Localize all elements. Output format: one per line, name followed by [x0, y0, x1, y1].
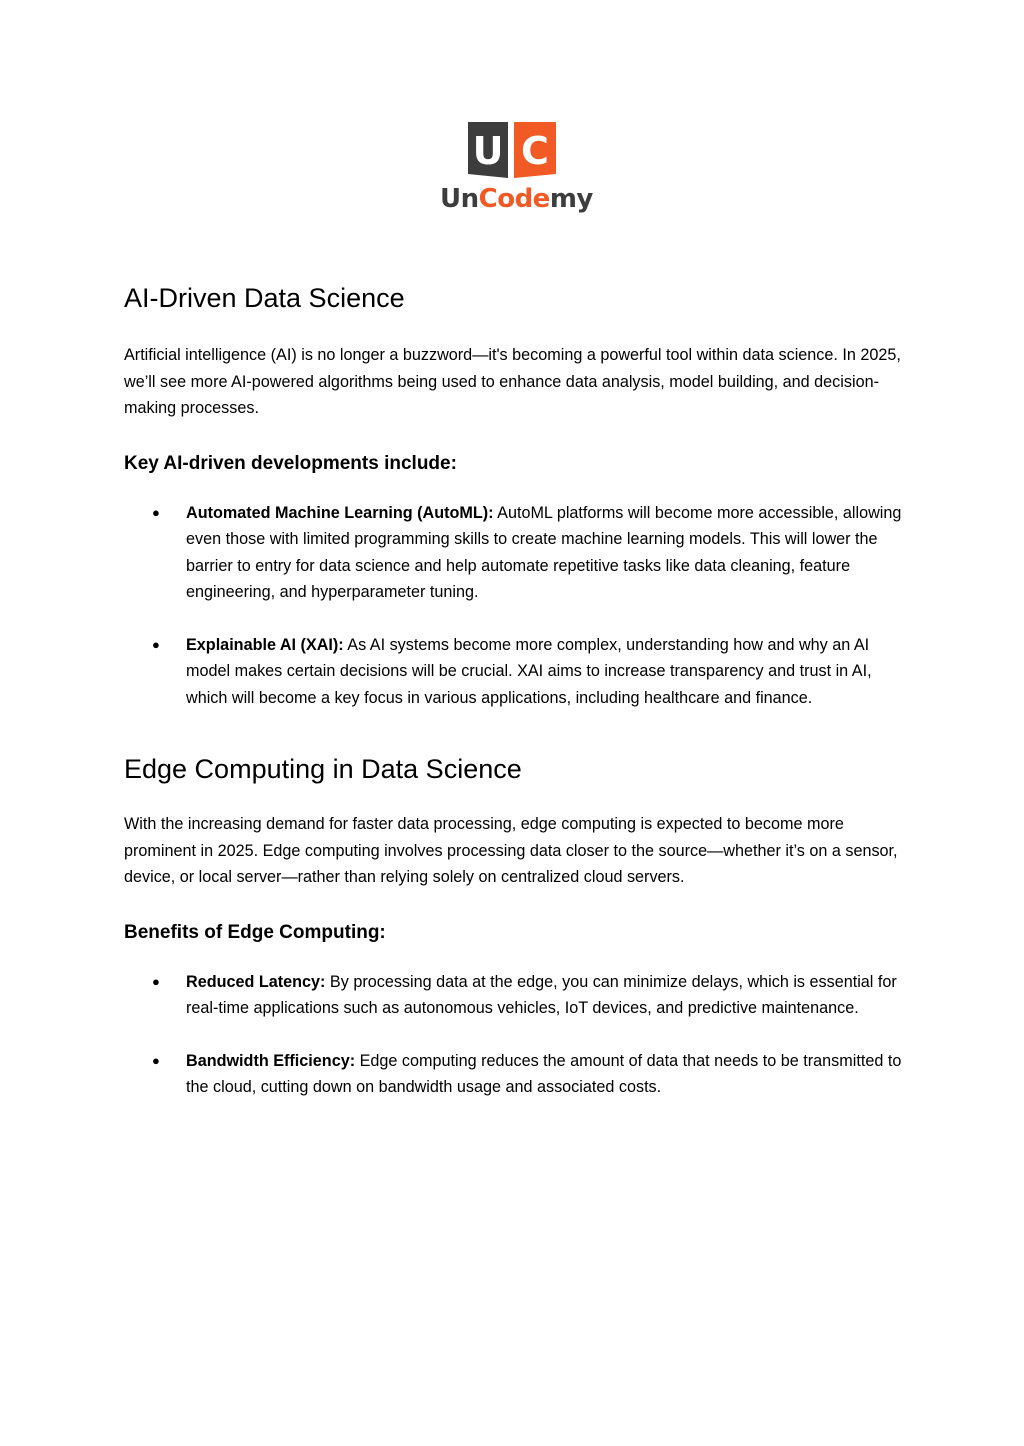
bullet-icon: ● [152, 504, 160, 520]
bullet-icon: ● [152, 636, 160, 652]
edge-benefits-list [124, 969, 904, 1101]
section-ai-subheading: Key AI-driven developments include: [124, 452, 457, 474]
bullet-text: As AI systems become more complex, understanding how and why an AI model makes certain decisions will be crucial. XAI aims to increase transparency and trust in AI, which will become a key focus in various applications, including healthcare and finance. [186, 635, 872, 707]
logo-word-part3: my [549, 184, 593, 214]
bullet-term: Reduced Latency: [186, 972, 326, 991]
list-item [124, 500, 904, 606]
list-item [124, 632, 904, 712]
bullet-text: By processing data at the edge, you can minimize delays, which is essential for real-time applications such as autonomous vehicles, IoT devices, and predictive maintenance. [186, 972, 897, 1017]
list-item [124, 969, 904, 1022]
logo-wordmark [440, 184, 593, 214]
bullet-term: Automated Machine Learning (AutoML): [186, 503, 494, 522]
bullet-text: AutoML platforms will become more accessible, allowing even those with limited programming skills to create machine learning models. This will lower the barrier to entry for data science and help automate repetitive tasks like data cleaning, feature engineering, and hyperparameter tuning. [186, 503, 902, 601]
logo-mark-left-letter: U [472, 129, 504, 173]
ai-developments-list [124, 500, 904, 712]
section-edge-intro: With the increasing demand for faster data processing, edge computing is expected to become more prominent in 2025. Edge computing involves processing data closer to the source—whether it’s on a sensor, device, or local server—rather than relying solely on centralized cloud servers. [124, 815, 898, 886]
section-ai-intro: Artificial intelligence (AI) is no longer a buzzword—it's becoming a powerful tool within data science. In 2025, we’ll see more AI-powered algorithms being used to enhance data analysis, model building, and decision-making processes. [124, 346, 901, 417]
uc-logo-mark-icon [468, 122, 556, 178]
bullet-term: Explainable AI (XAI): [186, 635, 344, 654]
bullet-term: Bandwidth Efficiency: [186, 1051, 356, 1070]
uncodemy-logo [436, 118, 593, 218]
logo-word-part1: Un [440, 184, 479, 214]
bullet-icon: ● [152, 973, 160, 989]
list-item [124, 1048, 904, 1101]
section-edge-subheading: Benefits of Edge Computing: [124, 921, 386, 943]
document-body [124, 278, 904, 1101]
logo-mark-right-letter: C [521, 129, 549, 173]
logo-word-part2: Code [478, 184, 550, 214]
section-edge-title: Edge Computing in Data Science [124, 754, 522, 784]
section-ai-title: AI-Driven Data Science [124, 283, 405, 313]
bullet-icon: ● [152, 1052, 160, 1068]
bullet-text: Edge computing reduces the amount of data that needs to be transmitted to the cloud, cutting down on bandwidth usage and associated costs. [186, 1051, 902, 1096]
